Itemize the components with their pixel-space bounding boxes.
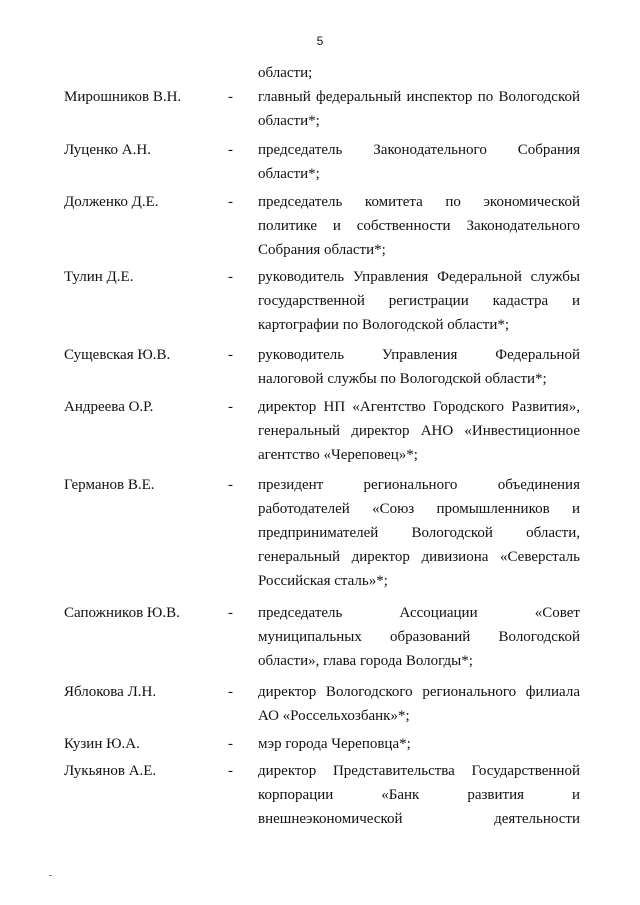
position-description [258,265,580,337]
dash: - [228,736,233,752]
scan-speck [49,875,52,876]
description-line: директор Вологодского регионального филиала [258,684,580,700]
person-name: Андреева О.Р. [64,399,154,415]
person-name: Сущевская Ю.В. [64,347,171,363]
person-name: Тулин Д.Е. [64,269,134,285]
person-name: Луценко А.Н. [64,142,151,158]
dash: - [228,269,233,285]
description-line: картографии по Вологодской области*; [258,317,510,333]
person-name: Долженко Д.Е. [64,194,159,210]
description-line: мэр города Череповца*; [258,736,411,752]
description-line: политике и собственности Законодательного [258,218,580,234]
position-description [258,190,580,262]
dash: - [228,142,233,158]
description-line: предпринимателей Вологодской области, [258,525,580,541]
description-line: государственной регистрации кадастра и [258,293,580,309]
description-line: Собрания области*; [258,242,386,258]
description-line: области*; [258,166,320,182]
description-line: руководитель Управления Федеральной [258,347,580,363]
dash: - [228,763,233,779]
position-description [258,759,580,831]
position-description [258,680,580,728]
description-line: Российская сталь»*; [258,573,388,589]
description-line: директор Представительства Государственной [258,763,580,779]
description-line: главный федеральный инспектор по Вологодской [258,89,580,105]
dash: - [228,89,233,105]
description-line: АО «Россельхозбанк»*; [258,708,410,724]
person-name: Германов В.Е. [64,477,155,493]
person-name: Яблокова Л.Н. [64,684,157,700]
description-line: президент регионального объединения [258,477,580,493]
description-line: работодателей «Союз промышленников и [258,501,580,517]
description-line: внешнеэкономической деятельности [258,811,580,827]
dash: - [228,605,233,621]
description-line: директор НП «Агентство Городского Развития», [258,399,580,415]
position-description [258,395,580,467]
dash: - [228,347,233,363]
page-number: 5 [316,34,324,48]
description-line: председатель Законодательного Собрания [258,142,580,158]
description-line: председатель Ассоциации «Совет [258,605,580,621]
person-name: Сапожников Ю.В. [64,605,180,621]
description-line: области*; [258,113,320,129]
description-line: налоговой службы по Вологодской области*; [258,371,547,387]
position-description [258,343,580,391]
position-description [258,601,580,673]
person-name: Кузин Ю.А. [64,736,140,752]
continuation-text: области; [258,65,313,81]
dash: - [228,399,233,415]
description-line: генеральный директор дивизиона «Северсталь [258,549,580,565]
person-name: Лукьянов А.Е. [64,763,157,779]
description-line: руководитель Управления Федеральной службы [258,269,580,285]
dash: - [228,477,233,493]
person-name: Мирошников В.Н. [64,89,182,105]
description-line: генеральный директор АНО «Инвестиционное [258,423,580,439]
description-line: муниципальных образований Вологодской [258,629,580,645]
description-line: председатель комитета по экономической [258,194,580,210]
description-line: агентство «Череповец»*; [258,447,418,463]
position-description [258,732,580,756]
position-description [258,85,580,133]
position-description [258,473,580,593]
description-line: корпорации «Банк развития и [258,787,580,803]
description-line: области», глава города Вологды*; [258,653,473,669]
position-description [258,138,580,186]
dash: - [228,194,233,210]
dash: - [228,684,233,700]
